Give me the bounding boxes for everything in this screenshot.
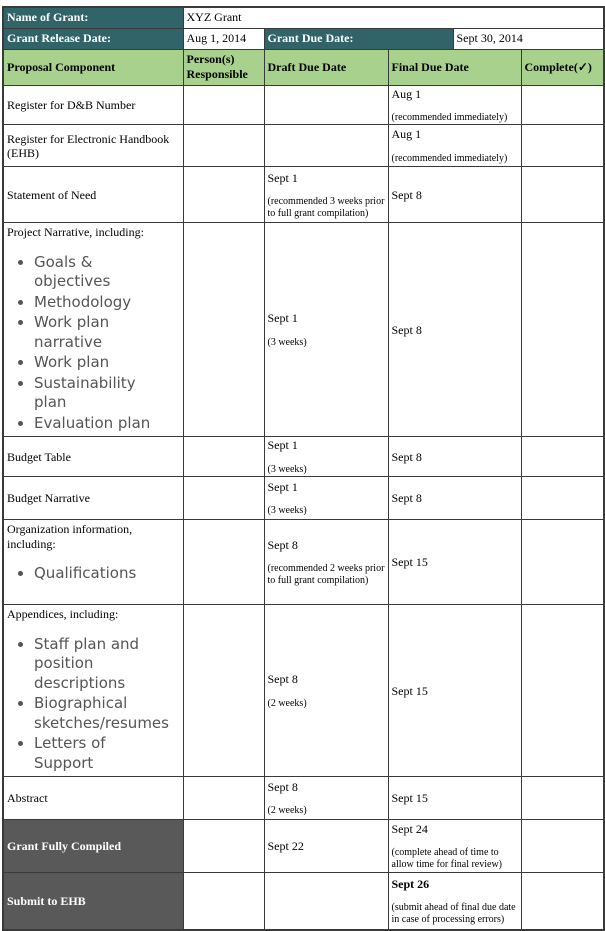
draft-note: (3 weeks)	[267, 463, 307, 475]
complete-cell[interactable]	[521, 223, 604, 437]
final-due-cell	[388, 777, 521, 820]
complete-cell[interactable]	[521, 605, 604, 777]
table-row	[3, 873, 604, 930]
person-responsible-cell[interactable]	[183, 605, 264, 777]
table-row	[3, 85, 604, 125]
final-due-cell	[388, 167, 521, 223]
table-row	[3, 520, 604, 605]
table-row	[3, 777, 604, 820]
header-final-due-date: Final Due Date	[388, 49, 521, 85]
table-row	[3, 605, 604, 777]
component-label: Appendices, including:	[7, 607, 119, 622]
draft-due-cell	[264, 873, 388, 930]
proposal-component-cell	[3, 477, 183, 520]
final-note: (recommended immediately)	[391, 111, 508, 123]
draft-date: Sept 22	[267, 838, 304, 853]
draft-note: (recommended 2 weeks prior to full grant compilation)	[267, 563, 385, 586]
proposal-component-cell	[3, 873, 183, 930]
final-due-cell	[388, 437, 521, 477]
draft-due-cell	[264, 820, 388, 873]
grant-due-date-label: Grant Due Date:	[264, 28, 453, 49]
component-bullet: • Evaluation plan	[34, 414, 152, 434]
draft-date: Sept 8	[267, 672, 298, 687]
proposal-component-cell	[3, 605, 183, 777]
table-row	[3, 125, 604, 167]
final-due-cell	[388, 520, 521, 605]
grant-release-date-label: Grant Release Date:	[3, 28, 183, 49]
complete-cell[interactable]	[521, 477, 604, 520]
proposal-component-cell	[3, 777, 183, 820]
person-responsible-cell[interactable]	[183, 167, 264, 223]
component-bullet: • Biographical sketches/resumes	[34, 694, 152, 733]
draft-due-cell	[264, 520, 388, 605]
proposal-component-cell	[3, 820, 183, 873]
person-responsible-cell[interactable]	[183, 777, 264, 820]
complete-cell[interactable]	[521, 873, 604, 930]
proposal-component-cell	[3, 85, 183, 125]
component-label: Organization information, including:	[7, 522, 133, 551]
draft-date: Sept 8	[267, 538, 298, 553]
complete-cell[interactable]	[521, 125, 604, 167]
final-due-cell	[388, 223, 521, 437]
proposal-component-cell	[3, 437, 183, 477]
final-due-cell	[388, 477, 521, 520]
header-draft-due-date: Draft Due Date	[264, 49, 388, 85]
component-bullet-list	[7, 634, 169, 774]
component-label: Submit to EHB	[7, 893, 86, 908]
person-responsible-cell[interactable]	[183, 223, 264, 437]
complete-cell[interactable]	[521, 777, 604, 820]
complete-cell[interactable]	[521, 437, 604, 477]
table-row	[3, 437, 604, 477]
table-row	[3, 477, 604, 520]
draft-due-cell	[264, 777, 388, 820]
component-bullet-list	[7, 253, 152, 434]
table-row	[3, 820, 604, 873]
component-bullet: • Work plan	[34, 353, 152, 373]
column-header-row	[3, 49, 604, 85]
person-responsible-cell[interactable]	[183, 520, 264, 605]
component-bullet-list	[7, 564, 152, 584]
component-label: Register for Electronic Handbook (EHB)	[7, 131, 170, 160]
person-responsible-cell[interactable]	[183, 820, 264, 873]
final-due-cell	[388, 125, 521, 167]
final-date: Sept 15	[391, 683, 428, 698]
draft-due-cell	[264, 605, 388, 777]
draft-due-cell	[264, 477, 388, 520]
draft-date: Sept 1	[267, 311, 298, 326]
person-responsible-cell[interactable]	[183, 125, 264, 167]
grant-timeline-table	[2, 6, 605, 931]
component-bullet: • Work plan narrative	[34, 313, 152, 352]
person-responsible-cell[interactable]	[183, 437, 264, 477]
final-note: (complete ahead of time to allow time for final review)	[391, 847, 503, 870]
component-label: Grant Fully Compiled	[7, 838, 122, 853]
grant-name-row	[3, 7, 604, 28]
grant-name-value: XYZ Grant	[183, 7, 604, 28]
header-proposal-component: Proposal Component	[3, 49, 183, 85]
component-bullet: • Sustainability plan	[34, 374, 152, 413]
final-note: (submit ahead of final due date in case of processing errors)	[391, 902, 516, 925]
component-bullet: • Letters of Support	[34, 734, 152, 773]
draft-date: Sept 8	[267, 779, 298, 794]
proposal-component-cell	[3, 167, 183, 223]
proposal-component-cell	[3, 125, 183, 167]
draft-note: (3 weeks)	[267, 505, 307, 517]
draft-note: (recommended 3 weeks prior to full grant compilation)	[267, 196, 385, 219]
grant-release-date-value: Aug 1, 2014	[183, 28, 264, 49]
component-label: Project Narrative, including:	[7, 225, 144, 240]
person-responsible-cell[interactable]	[183, 477, 264, 520]
grant-dates-row	[3, 28, 604, 49]
final-due-cell	[388, 605, 521, 777]
draft-date: Sept 1	[267, 438, 298, 453]
draft-date: Sept 1	[267, 479, 298, 494]
draft-due-cell	[264, 125, 388, 167]
draft-due-cell	[264, 223, 388, 437]
final-note: (recommended immediately)	[391, 152, 508, 164]
header-person-responsible: Person(s) Responsible	[183, 49, 264, 85]
final-date: Sept 8	[391, 491, 422, 506]
table-row	[3, 167, 604, 223]
header-complete: Complete(✓)	[521, 49, 604, 85]
proposal-component-cell	[3, 520, 183, 605]
component-label: Statement of Need	[7, 187, 97, 202]
final-date: Aug 1	[391, 127, 422, 142]
person-responsible-cell[interactable]	[183, 873, 264, 930]
draft-note: (3 weeks)	[267, 336, 307, 348]
component-label: Budget Narrative	[7, 491, 90, 506]
draft-note: (2 weeks)	[267, 805, 307, 817]
component-label: Abstract	[7, 790, 48, 805]
draft-note: (2 weeks)	[267, 697, 307, 709]
final-due-cell	[388, 820, 521, 873]
final-date: Sept 24	[391, 821, 428, 836]
draft-due-cell	[264, 167, 388, 223]
final-date: Sept 15	[391, 790, 428, 805]
final-date: Aug 1	[391, 86, 422, 101]
proposal-component-cell	[3, 223, 183, 437]
component-bullet: • Goals & objectives	[34, 253, 152, 292]
component-label: Register for D&B Number	[7, 97, 136, 112]
complete-cell[interactable]	[521, 520, 604, 605]
complete-cell[interactable]	[521, 820, 604, 873]
grant-due-date-value: Sept 30, 2014	[453, 28, 604, 49]
draft-due-cell	[264, 437, 388, 477]
draft-due-cell	[264, 85, 388, 125]
component-bullet: • Methodology	[34, 293, 152, 313]
final-due-cell	[388, 85, 521, 125]
final-due-cell	[388, 873, 521, 930]
person-responsible-cell[interactable]	[183, 85, 264, 125]
complete-cell[interactable]	[521, 85, 604, 125]
final-date: Sept 8	[391, 187, 422, 202]
complete-cell[interactable]	[521, 167, 604, 223]
table-row	[3, 223, 604, 437]
final-date: Sept 8	[391, 322, 422, 337]
component-bullet: • Qualifications	[34, 564, 152, 584]
final-date: Sept 15	[391, 555, 428, 570]
final-date: Sept 26	[391, 876, 430, 891]
grant-name-label: Name of Grant:	[3, 7, 183, 28]
draft-date: Sept 1	[267, 170, 298, 185]
final-date: Sept 8	[391, 449, 422, 464]
component-bullet: • Staff plan and position descriptions	[34, 635, 152, 694]
component-label: Budget Table	[7, 449, 71, 464]
